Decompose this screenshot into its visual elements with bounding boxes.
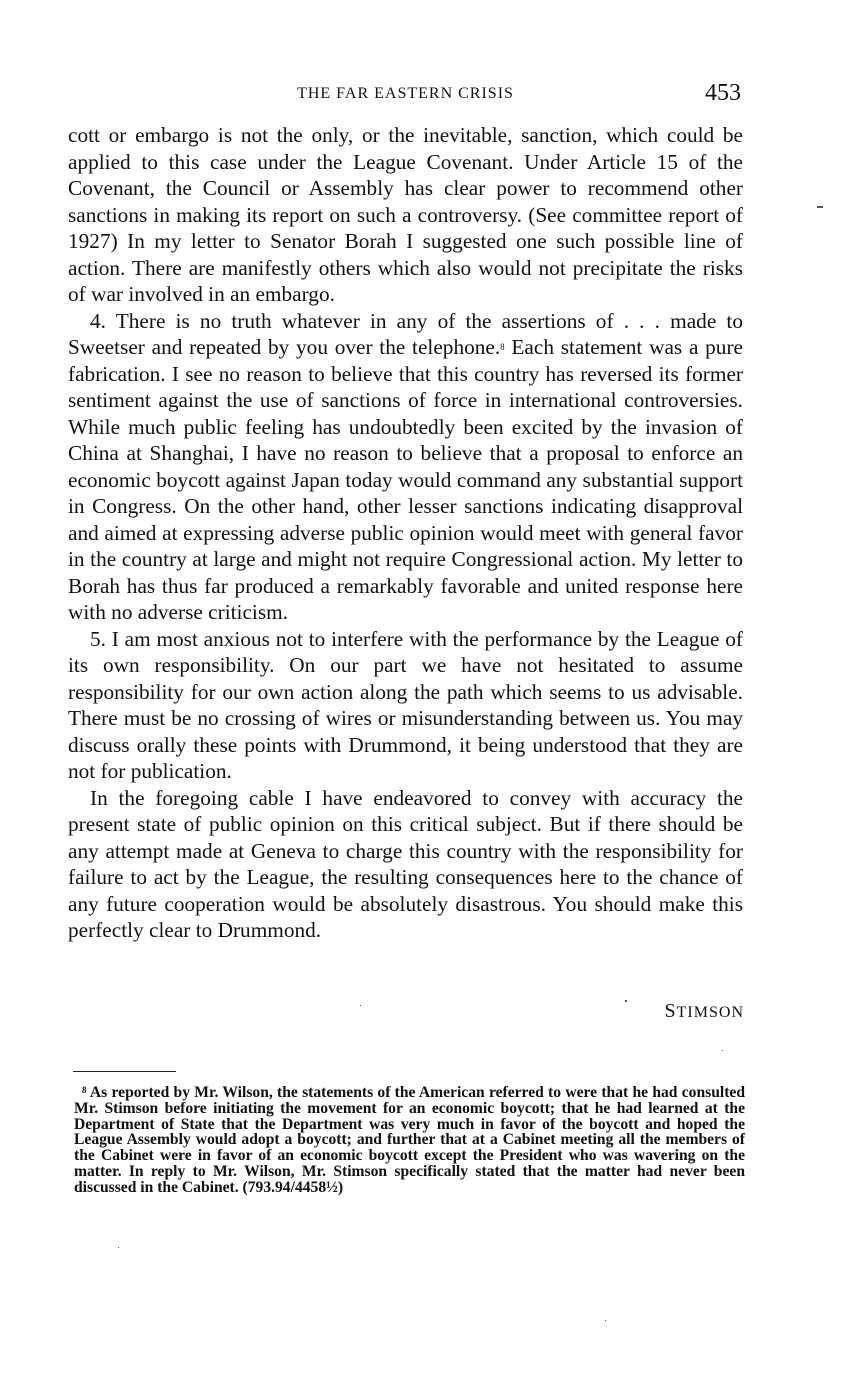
running-head: [68, 80, 743, 108]
scan-dust: [722, 1050, 723, 1051]
scan-dust: [118, 1247, 119, 1248]
paragraph-continuation: cott or embargo is not the only, or the inevitable, sanction, which could be applied to this case under the League Covenant. Under Article 15 of the Covenant, the Council or Assembly has clear power to recommend other sanctions in making its report on such a controversy. (See committee report of 1927) In my letter to Senator Borah I suggested one such possible line of action. There are manifestly others which also would not precipitate the risks of war involved in an embargo.: [68, 123, 743, 306]
footnote-reference: 8: [500, 342, 505, 352]
scan-dust: [625, 1000, 627, 1002]
page-number: 453: [705, 80, 741, 106]
paragraph-point-5: 5. I am most anxious not to interfere with the performance by the League of its own responsibility. On our part we have not hesitated to assume responsibility for our own action along the path which seems to us advisable. There must be no crossing of wires or misunderstanding between us. You may discuss orally these points with Drummond, it being understood that they are not for publication.: [68, 626, 743, 783]
paragraph-point-4-lead: 4. There is no truth whatever in any of the assertions of . . . made to Sweetser and repeated by you over the telephone.: [68, 308, 743, 359]
footnote-marker: 8: [82, 1085, 87, 1095]
paragraph-closing: In the foregoing cable I have endeavored to convey with accuracy the present state of public opinion on this critical subject. But if there should be any attempt made at Geneva to charge this country with the responsibility for failure to act by the League, the resulting consequences here to the chance of any future cooperation would be absolutely disastrous. You should make this perfectly clear to Drummond.: [68, 785, 743, 942]
scan-mark: [817, 206, 823, 208]
paragraph-point-4: [68, 308, 743, 626]
body-text: [68, 122, 743, 944]
footnote-divider: [73, 1071, 176, 1072]
paragraph-point-4-rest: Each statement was a pure fabrication. I see no reason to believe that this country has reversed its former sentiment against the use of sanctions of force in international controversies. While much public feeling has undoubtedly been excited by the invasion of China at Shanghai, I have no reason to believe that a proposal to enforce an economic boycott against Japan today would command any substantial support in Congress. On the other hand, other lesser sanctions indicating disapproval and aimed at expressing adverse public opinion would meet with general favor in the country at large and might not require Congressional action. My letter to Borah has thus far produced a remarkably favorable and united response here with no adverse criticism.: [68, 335, 743, 624]
scan-dust: [360, 1005, 361, 1006]
scan-dust: [605, 1320, 606, 1321]
footnote-text: As reported by Mr. Wilson, the statements of the American referred to were that he had consulted Mr. Stimson before initiating the movement for an economic boycott; that he had learned at the Department of State that the Department was very much in favor of the boycott and hoped the League Assembly would adopt a boycott; and further that at a Cabinet meeting all the members of the Cabinet were in favor of an economic boycott except the President who was wavering on the matter. In reply to Mr. Wilson, Mr. Stimson specifically stated that the matter had never been discussed in the Cabinet. (793.94/4458½): [74, 1084, 745, 1196]
signature: STIMSON: [664, 1000, 744, 1022]
footnote: [74, 1083, 745, 1196]
running-title: THE FAR EASTERN CRISIS: [297, 85, 514, 102]
